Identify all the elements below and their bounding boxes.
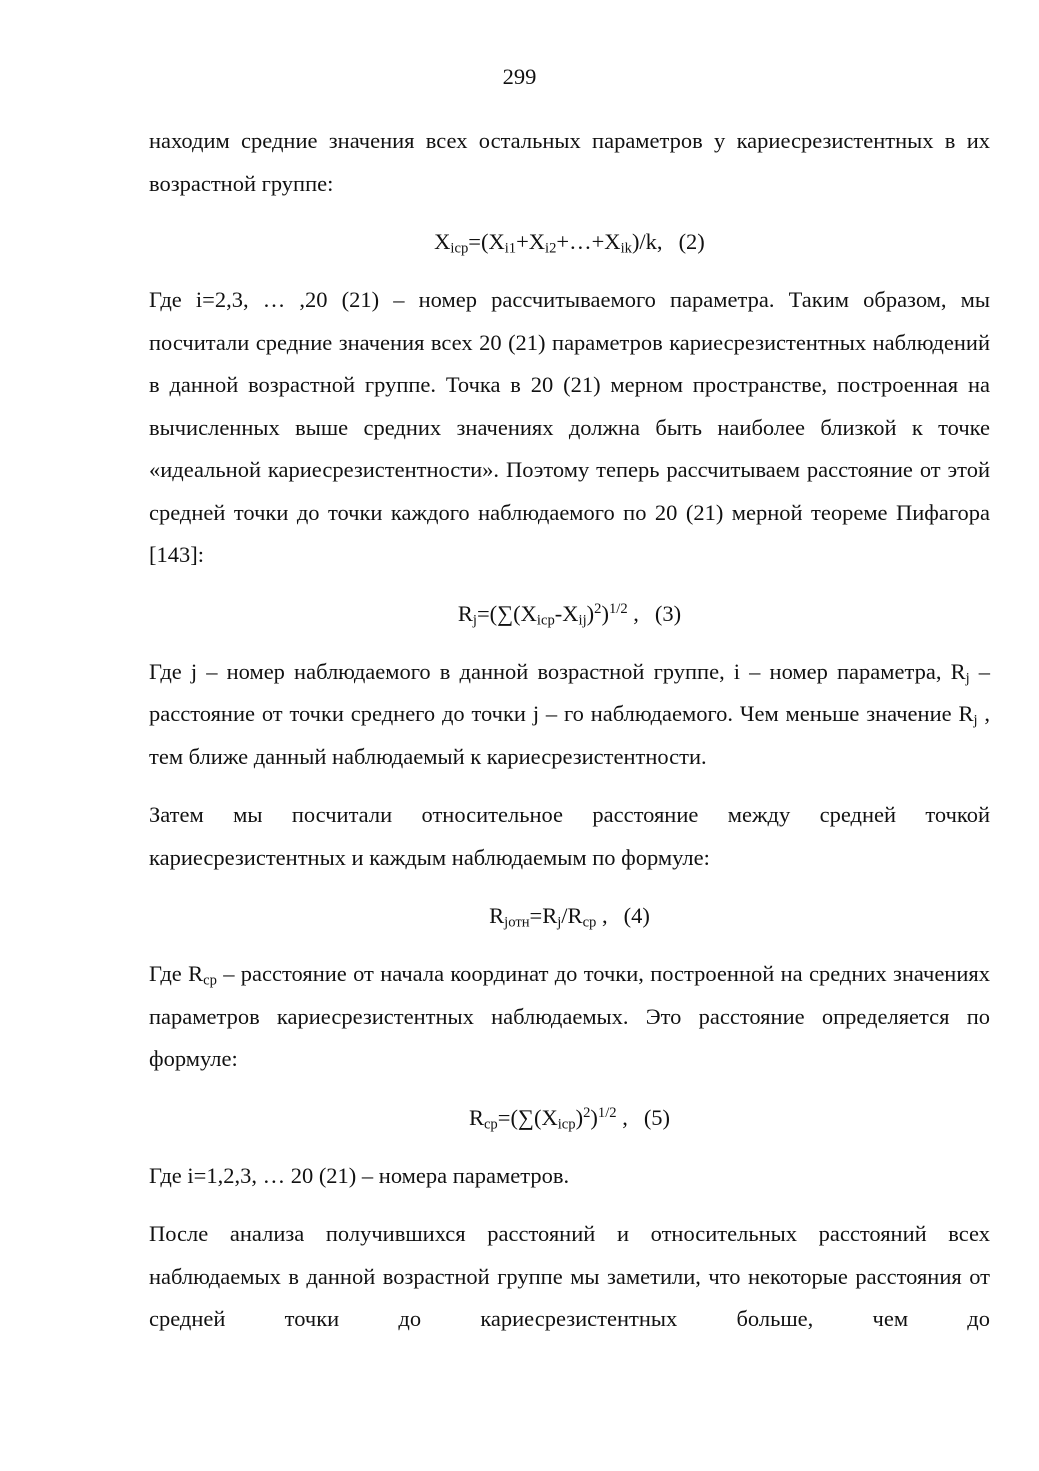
formula-5 xyxy=(149,1097,990,1139)
formula-2-expression: $X_{icp}=(X_{i1}+X_{i2}+\dots+X_{ik})/k$, xyxy=(434,229,663,257)
paragraph-rcp-part-2: – расстояние от начала координат до точки, построенной на средних значениях параметров кариесрезистентных наблюдаемых. Это расстояние определяется по формуле: xyxy=(149,961,990,1071)
symbol-r-j: $R_j$ xyxy=(950,658,970,687)
formula-2 xyxy=(149,221,990,263)
page-body xyxy=(149,120,990,1341)
formula-5-expression: $R_{cp}=(\sum(X_{icp})^2)^{1/2}$ , xyxy=(468,1104,628,1133)
paragraph-analysis: После анализа получившихся расстояний и относительных расстояний всех наблюдаемых в данной возрастной группе мы заметили, что некоторые расстояния от средней точки до кариесрезистентных больше, чем до xyxy=(149,1221,990,1331)
paragraph-mean-values: Где i=2,3, … ,20 (21) – номер рассчитываемого параметра. Таким образом, мы посчитали средние значения всех 20 (21) параметров кариесрезистентных наблюдений в данной возрастной группе. Точка в 20 (21) мерном пространстве, построенная на вычисленных выше средних значениях должна быть наиболее близкой к точке «идеальной кариесрезистентности». Поэтому теперь рассчитываем расстояние от этой средней точки до точки каждого наблюдаемого по 20 (21) мерной теореме Пифагора [143]: xyxy=(149,287,990,567)
formula-3-expression: $R_j=(\sum(X_{icp}-X_{ij})^2)^{1/2}$ , xyxy=(457,600,639,629)
formula-5-number: (5) xyxy=(643,1104,671,1130)
paragraph-distance-part-1: Где j – номер наблюдаемого в данной возрастной группе, i – номер параметра, xyxy=(149,658,942,684)
formula-3 xyxy=(149,593,990,635)
paragraph-rcp-definition xyxy=(149,953,990,1081)
paragraph-relative-distance: Затем мы посчитали относительное расстояние между средней точкой кариесрезистентных и каждым наблюдаемым по формуле: xyxy=(149,802,990,870)
paragraph-distance-definition xyxy=(149,651,990,779)
formula-2-number: (2) xyxy=(678,229,705,254)
paragraph-intro: находим средние значения всех остальных параметров у кариесрезистентных в их возрастной группе: xyxy=(149,128,990,196)
paragraph-distance-part-3: , тем ближе данный наблюдаемый к кариесрезистентности. xyxy=(149,701,990,769)
formula-4-expression: $R_{jотн}=R_j/R_{cp}$ , xyxy=(489,903,608,931)
page-number: 299 xyxy=(502,64,537,89)
symbol-r-cp: $R_{cp}$ xyxy=(188,961,217,989)
formula-4-number: (4) xyxy=(623,903,650,928)
symbol-r-j-second: $R_j$ xyxy=(958,701,978,729)
formula-3-number: (3) xyxy=(654,600,682,626)
paragraph-rcp-part-1: Где xyxy=(149,961,189,986)
paragraph-distance-part-2: – расстояние от точки среднего до точки j – го наблюдаемого. Чем меньше значение xyxy=(149,658,991,726)
formula-4 xyxy=(149,895,990,937)
paragraph-parameter-indices: Где i=1,2,3, … 20 (21) – номера параметров. xyxy=(149,1162,570,1188)
